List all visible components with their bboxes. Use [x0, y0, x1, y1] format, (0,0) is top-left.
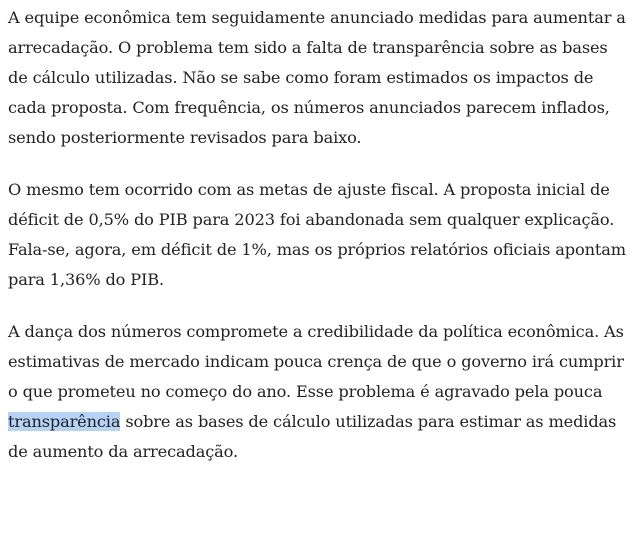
paragraph-1: A equipe econômica tem seguidamente anunciado medidas para aumentar a arrecadação. O problema tem sido a falta de transparência sobre as bases de cálculo utilizadas. Não se sabe como foram estimados os impactos de cada proposta. Com frequência, os números anunciados parecem inflados, sendo posteriormente revisados para baixo.	[8, 8, 626, 147]
paragraph-3-text-after: sobre as bases de cálculo utilizadas para estimar as medidas de aumento da arrecadação.	[8, 412, 617, 461]
paragraph-2: O mesmo tem ocorrido com as metas de ajuste fiscal. A proposta inicial de déficit de 0,5% do PIB para 2023 foi abandonada sem qualquer explicação. Fala-se, agora, em déficit de 1%, mas os próprios relatórios oficiais apontam para 1,36% do PIB.	[8, 180, 626, 289]
selected-text-highlight[interactable]: transparência	[8, 412, 121, 431]
paragraph-3-text-before: A dança dos números compromete a credibilidade da política econômica. As estimativas de mercado indicam pouca crença de que o governo irá cumprir o que prometeu no começo do ano. Esse problema é agravado pela pouca	[8, 322, 624, 401]
paragraph-3	[8, 317, 627, 467]
